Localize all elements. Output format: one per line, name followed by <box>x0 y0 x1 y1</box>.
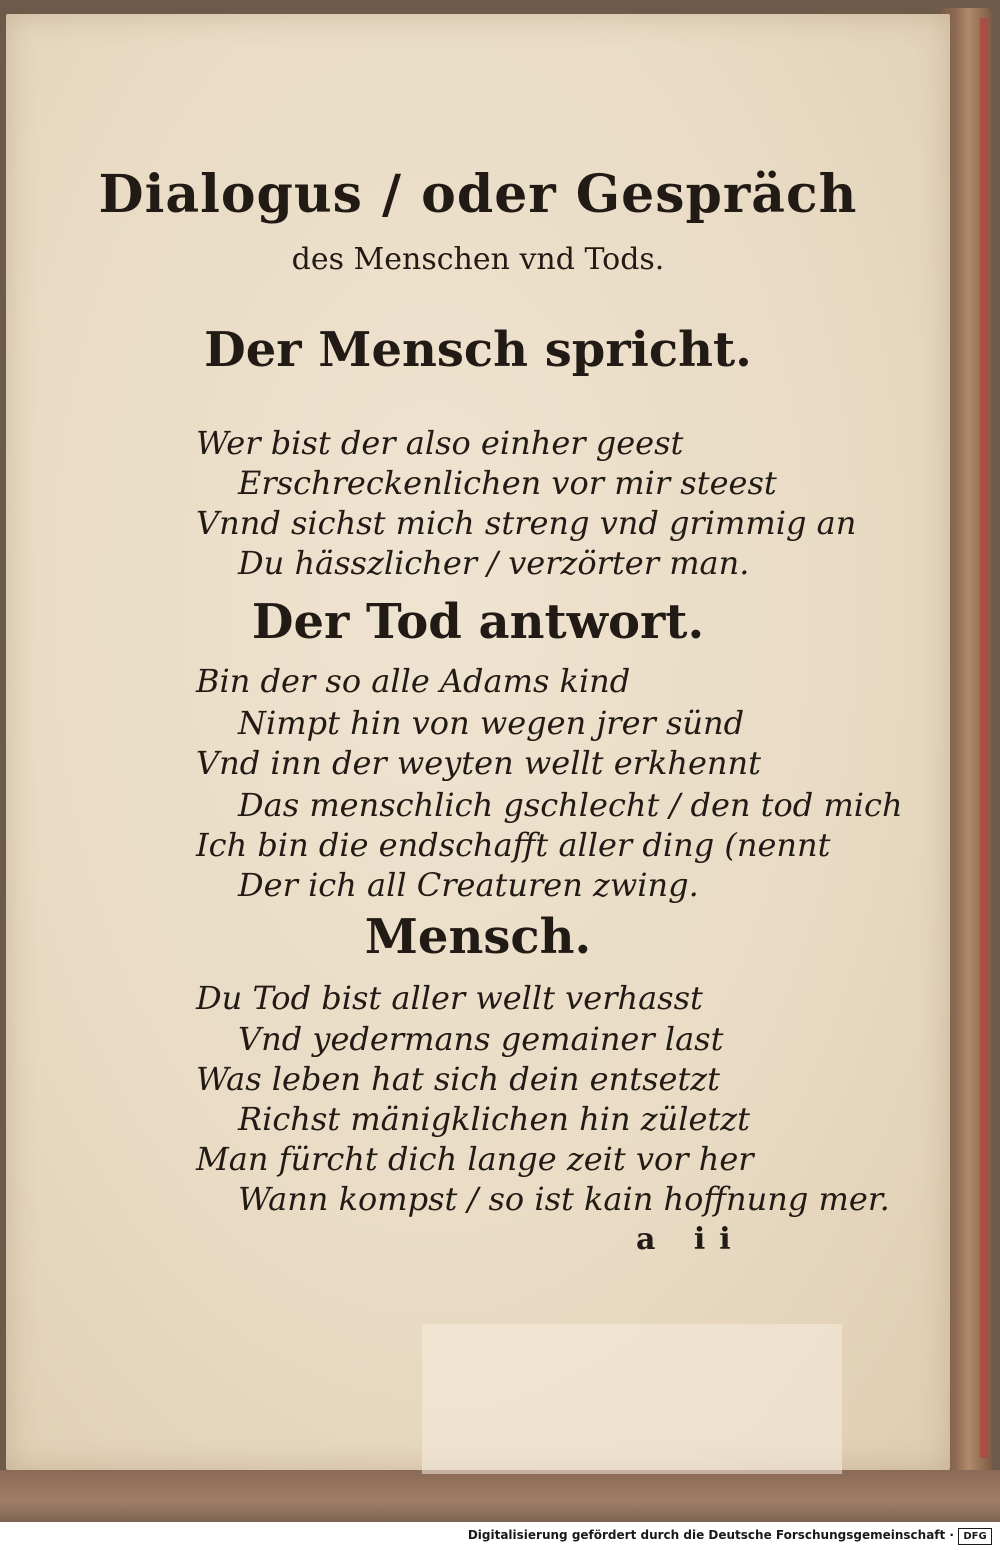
section-heading-mensch: Mensch. <box>364 909 592 965</box>
book-bottom-edge <box>0 1470 1000 1522</box>
verse-line: Der ich all Creaturen zwing. <box>238 866 699 904</box>
paper-repair-patch <box>422 1324 842 1474</box>
cover-red-edge <box>980 18 988 1458</box>
verse-line: Was leben hat sich dein entsetzt <box>196 1060 721 1098</box>
verse-line: Man fürcht dich lange zeit vor her <box>196 1140 754 1178</box>
funding-credit: Digitalisierung gefördert durch die Deutsche Forschungsgemeinschaft · <box>467 1528 954 1542</box>
verse-line: Du hässzlicher / verzörter man. <box>238 544 750 582</box>
book-page <box>6 14 950 1470</box>
verse-line: Wann kompst / so ist kain hoffnung mer. <box>238 1180 890 1218</box>
page-title: Dialogus / oder Gespräch <box>98 164 858 225</box>
verse-line: Nimpt hin von wegen jrer sünd <box>238 704 745 742</box>
verse-line: Vnd yedermans gemainer last <box>238 1020 724 1058</box>
section-heading-mensch-spricht: Der Mensch spricht. <box>204 322 752 378</box>
verse-line: Erschreckenlichen vor mir steest <box>238 464 777 502</box>
verse-line: Wer bist der also einher geest <box>196 424 684 462</box>
section-heading-tod-antwort: Der Tod antwort. <box>251 594 705 650</box>
footer-bar <box>0 1522 1000 1550</box>
verse-line: Richst mänigklichen hin zületzt <box>238 1100 751 1138</box>
verse-line: Du Tod bist aller wellt verhasst <box>196 979 703 1017</box>
verse-line: Bin der so alle Adams kind <box>196 662 631 700</box>
page-subtitle: des Menschen vnd Tods. <box>291 242 665 277</box>
verse-line: Das menschlich gschlecht / den tod mich <box>238 786 903 824</box>
verse-line: Vnnd sichst mich streng vnd grimmig an <box>196 504 857 542</box>
dfg-logo: DFG <box>958 1528 992 1545</box>
verse-line: Vnd inn der weyten wellt erkhennt <box>196 744 761 782</box>
signature-mark: a ii <box>636 1222 745 1257</box>
verse-line: Ich bin die endschafft aller ding (nennt <box>196 826 831 864</box>
